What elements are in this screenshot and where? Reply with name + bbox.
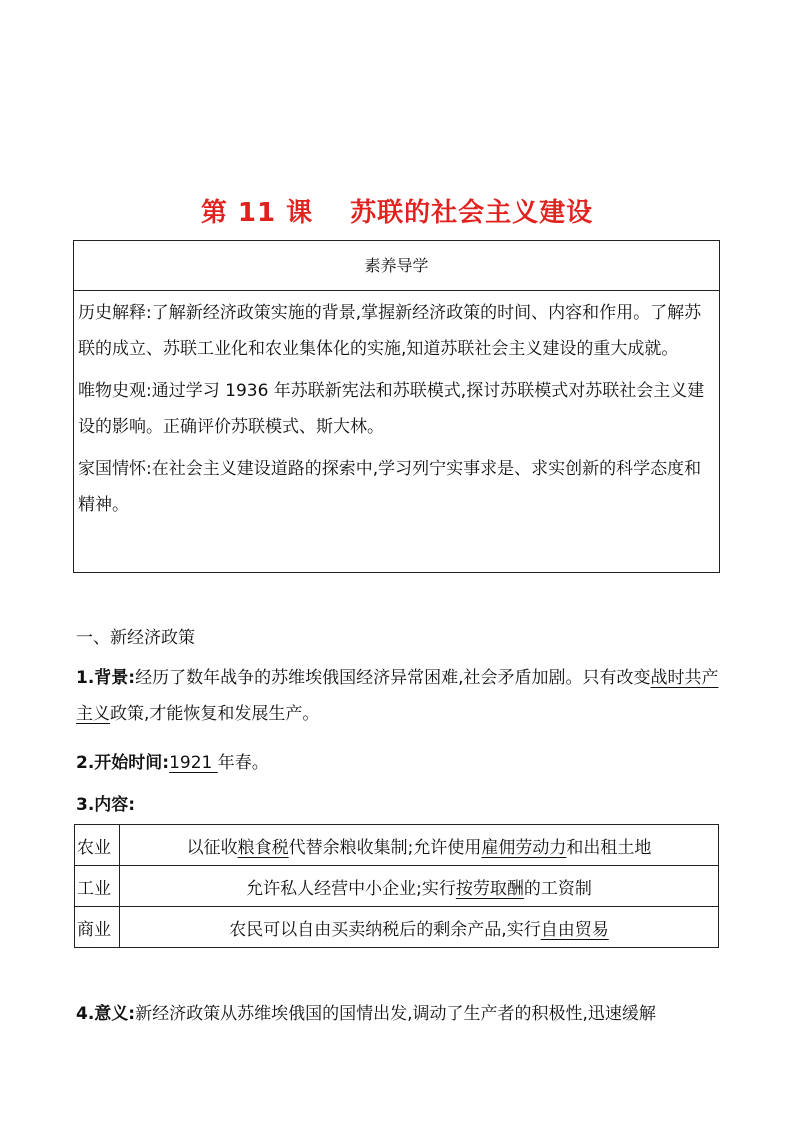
description-text: 以征收 xyxy=(186,837,238,858)
section-heading-nep: 一、新经济政策 xyxy=(76,628,195,648)
answer-text: 粮食税 xyxy=(237,837,289,858)
content-label-line xyxy=(76,787,722,823)
content-label: 3.内容: xyxy=(76,795,136,815)
table-cell-description xyxy=(120,866,719,907)
answer-text: 按劳取酬 xyxy=(455,878,524,899)
background-label: 1.背景: xyxy=(76,668,136,688)
significance-line xyxy=(76,996,722,1032)
guide-paragraph-historical-materialism: 唯物史观:通过学习 1936 年苏联新宪法和苏联模式,探讨苏联模式对苏联社会主义建设的影响。正确评价苏联模式、斯大林。 xyxy=(78,381,705,437)
description-text: 和出租土地 xyxy=(566,837,652,858)
guide-paragraph-national-sentiment: 家国情怀:在社会主义建设道路的探索中,学习列宁实事求是、求实创新的科学态度和精神。 xyxy=(78,459,702,515)
background-paragraph xyxy=(76,660,722,732)
table-cell-category: 商业 xyxy=(75,907,120,948)
start-time-line xyxy=(76,745,722,781)
description-text: 农民可以自由买卖纳税后的剩余产品,实行 xyxy=(229,919,541,940)
table-row xyxy=(75,825,719,866)
page-title: 第 11 课 苏联的社会主义建设 xyxy=(200,198,594,228)
guide-heading: 素养导学 xyxy=(74,241,719,291)
table-row xyxy=(75,907,719,948)
significance-text: 新经济政策从苏维埃俄国的国情出发,调动了生产者的积极性,迅速缓解 xyxy=(135,1004,656,1024)
start-time-label: 2.开始时间: xyxy=(76,753,170,773)
content-table xyxy=(74,824,719,948)
table-cell-description xyxy=(120,907,719,948)
start-time-text: 年春。 xyxy=(217,753,269,773)
table-cell-category: 工业 xyxy=(75,866,120,907)
table-cell-category: 农业 xyxy=(75,825,120,866)
answer-text: 自由贸易 xyxy=(540,919,609,940)
guide-paragraph-historical-interpretation: 历史解释:了解新经济政策实施的背景,掌握新经济政策的时间、内容和作用。了解苏联的成立、苏联工业化和农业集体化的实施,知道苏联社会主义建设的重大成就。 xyxy=(78,303,702,359)
answer-text: 雇佣劳动力 xyxy=(481,837,567,858)
guide-body xyxy=(74,291,719,523)
background-answer: 战时共产主义 xyxy=(76,668,719,724)
background-text: 经历了数年战争的苏维埃俄国经济异常困难,社会矛盾加剧。只有改变 xyxy=(135,668,651,688)
table-row xyxy=(75,866,719,907)
background-text-end: 政策,才能恢复和发展生产。 xyxy=(110,704,320,724)
description-text: 代替余粮收集制;允许使用 xyxy=(288,837,482,858)
table-cell-description xyxy=(120,825,719,866)
significance-label: 4.意义: xyxy=(76,1004,136,1024)
start-time-answer: 1921 xyxy=(169,753,218,773)
description-text: 允许私人经营中小企业;实行 xyxy=(246,878,456,899)
description-text: 的工资制 xyxy=(523,878,592,899)
literacy-guide-box xyxy=(73,240,720,573)
